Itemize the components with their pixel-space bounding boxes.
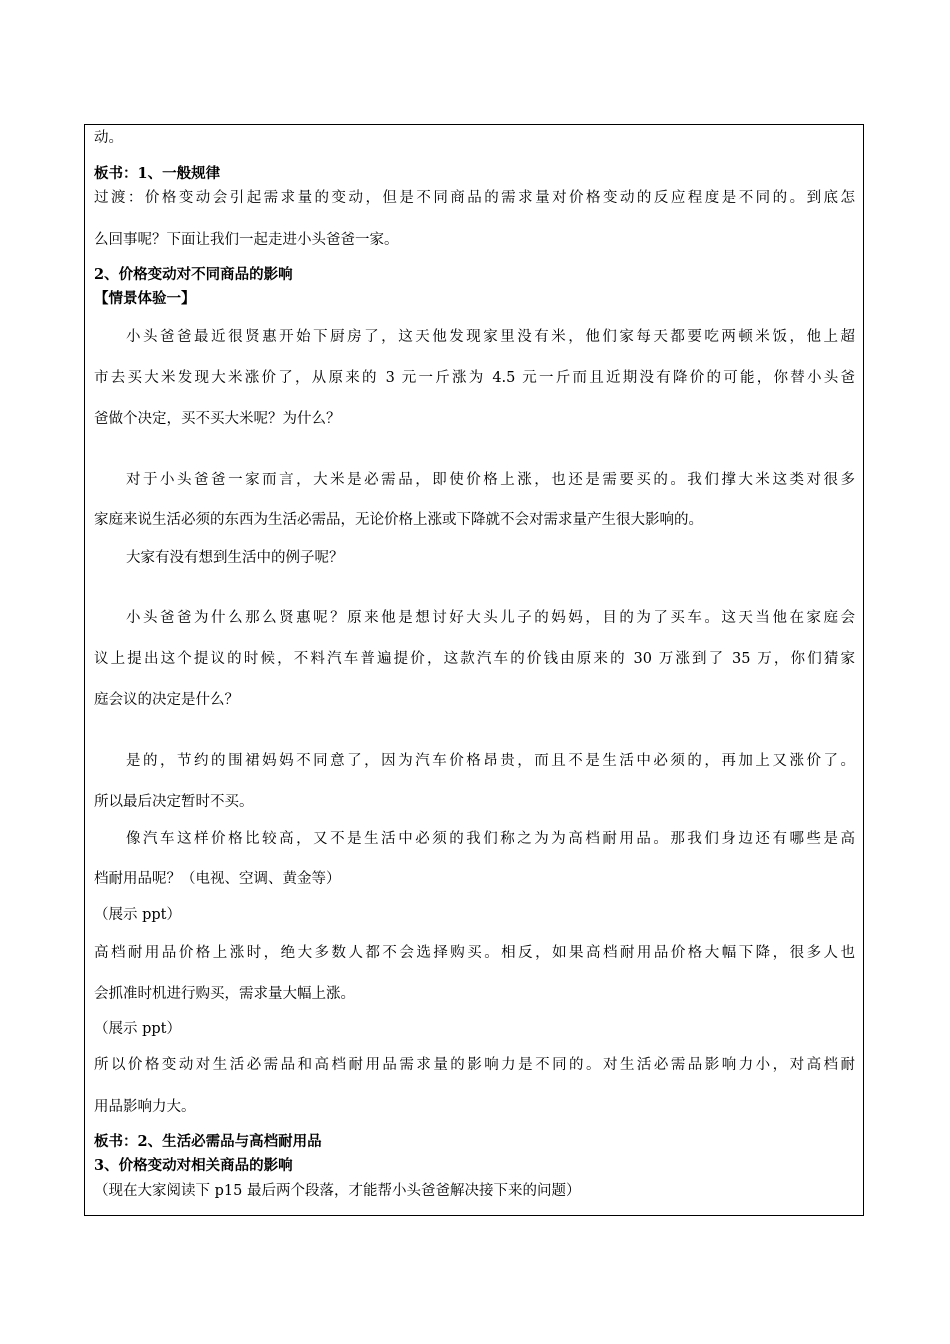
section-heading: 3、价格变动对相关商品的影响 [94, 1157, 293, 1174]
text-line: 是的，节约的围裙妈妈不同意了，因为汽车价格昂贵，而且不是生活中必须的，再加上又涨价了。 [126, 753, 855, 769]
text-line: 么回事呢？下面让我们一起走进小头爸爸一家。 [94, 232, 399, 248]
text-line: 过渡：价格变动会引起需求量的变动，但是不同商品的需求量对价格变动的反应程度是不同的。到底怎 [94, 190, 855, 206]
text-line: 所以最后决定暂时不买。 [94, 794, 254, 810]
text-line: 大家有没有想到生活中的例子呢？ [126, 550, 344, 566]
text-line: 庭会议的决定是什么？ [94, 692, 239, 708]
text-line: 动。 [94, 130, 123, 146]
text-line: 对于小头爸爸一家而言，大米是必需品，即使价格上涨，也还是需要买的。我们撑大米这类对很多 [126, 472, 855, 488]
text-line: 像汽车这样价格比较高，又不是生活中必须的我们称之为为高档耐用品。那我们身边还有哪些是高 [126, 831, 855, 847]
text-line: 高档耐用品价格上涨时，绝大多数人都不会选择购买。相反，如果高档耐用品价格大幅下降，很多人也 [94, 945, 855, 961]
section-heading: 2、价格变动对不同商品的影响 [94, 266, 293, 283]
lesson-table-cell [84, 124, 864, 1216]
text-line: 爸做个决定，买不买大米呢？为什么？ [94, 411, 341, 427]
text-line: 小头爸爸为什么那么贤惠呢？原来他是想讨好大头儿子的妈妈，目的为了买车。这天当他在家庭会 [126, 610, 855, 626]
text-line: （展示 ppt） [94, 1021, 181, 1037]
section-heading: 【情景体验一】 [94, 290, 196, 307]
text-line: 档耐用品呢？（电视、空调、黄金等） [94, 871, 341, 887]
text-line: 家庭来说生活必须的东西为生活必需品，无论价格上涨或下降就不会对需求量产生很大影响的。 [94, 512, 703, 528]
text-line: 所以价格变动对生活必需品和高档耐用品需求量的影响力是不同的。对生活必需品影响力小，对高档耐 [94, 1057, 855, 1073]
text-line: （现在大家阅读下 p15 最后两个段落，才能帮小头爸爸解决接下来的问题） [94, 1183, 581, 1199]
board-heading: 板书：1、一般规律 [94, 165, 221, 182]
text-line: 会抓准时机进行购买，需求量大幅上涨。 [94, 986, 355, 1002]
text-line: 市去买大米发现大米涨价了，从原来的 3 元一斤涨为 4.5 元一斤而且近期没有降价的可能，你替小头爸 [94, 370, 855, 386]
text-line: 小头爸爸最近很贤惠开始下厨房了，这天他发现家里没有米，他们家每天都要吃两顿米饭，他上超 [126, 329, 855, 345]
text-line: （展示 ppt） [94, 907, 181, 923]
board-heading: 板书：2、生活必需品与高档耐用品 [94, 1133, 322, 1150]
text-line: 用品影响力大。 [94, 1099, 196, 1115]
text-line: 议上提出这个提议的时候，不料汽车普遍提价，这款汽车的价钱由原来的 30 万涨到了 35 万，你们猜家 [94, 651, 855, 667]
